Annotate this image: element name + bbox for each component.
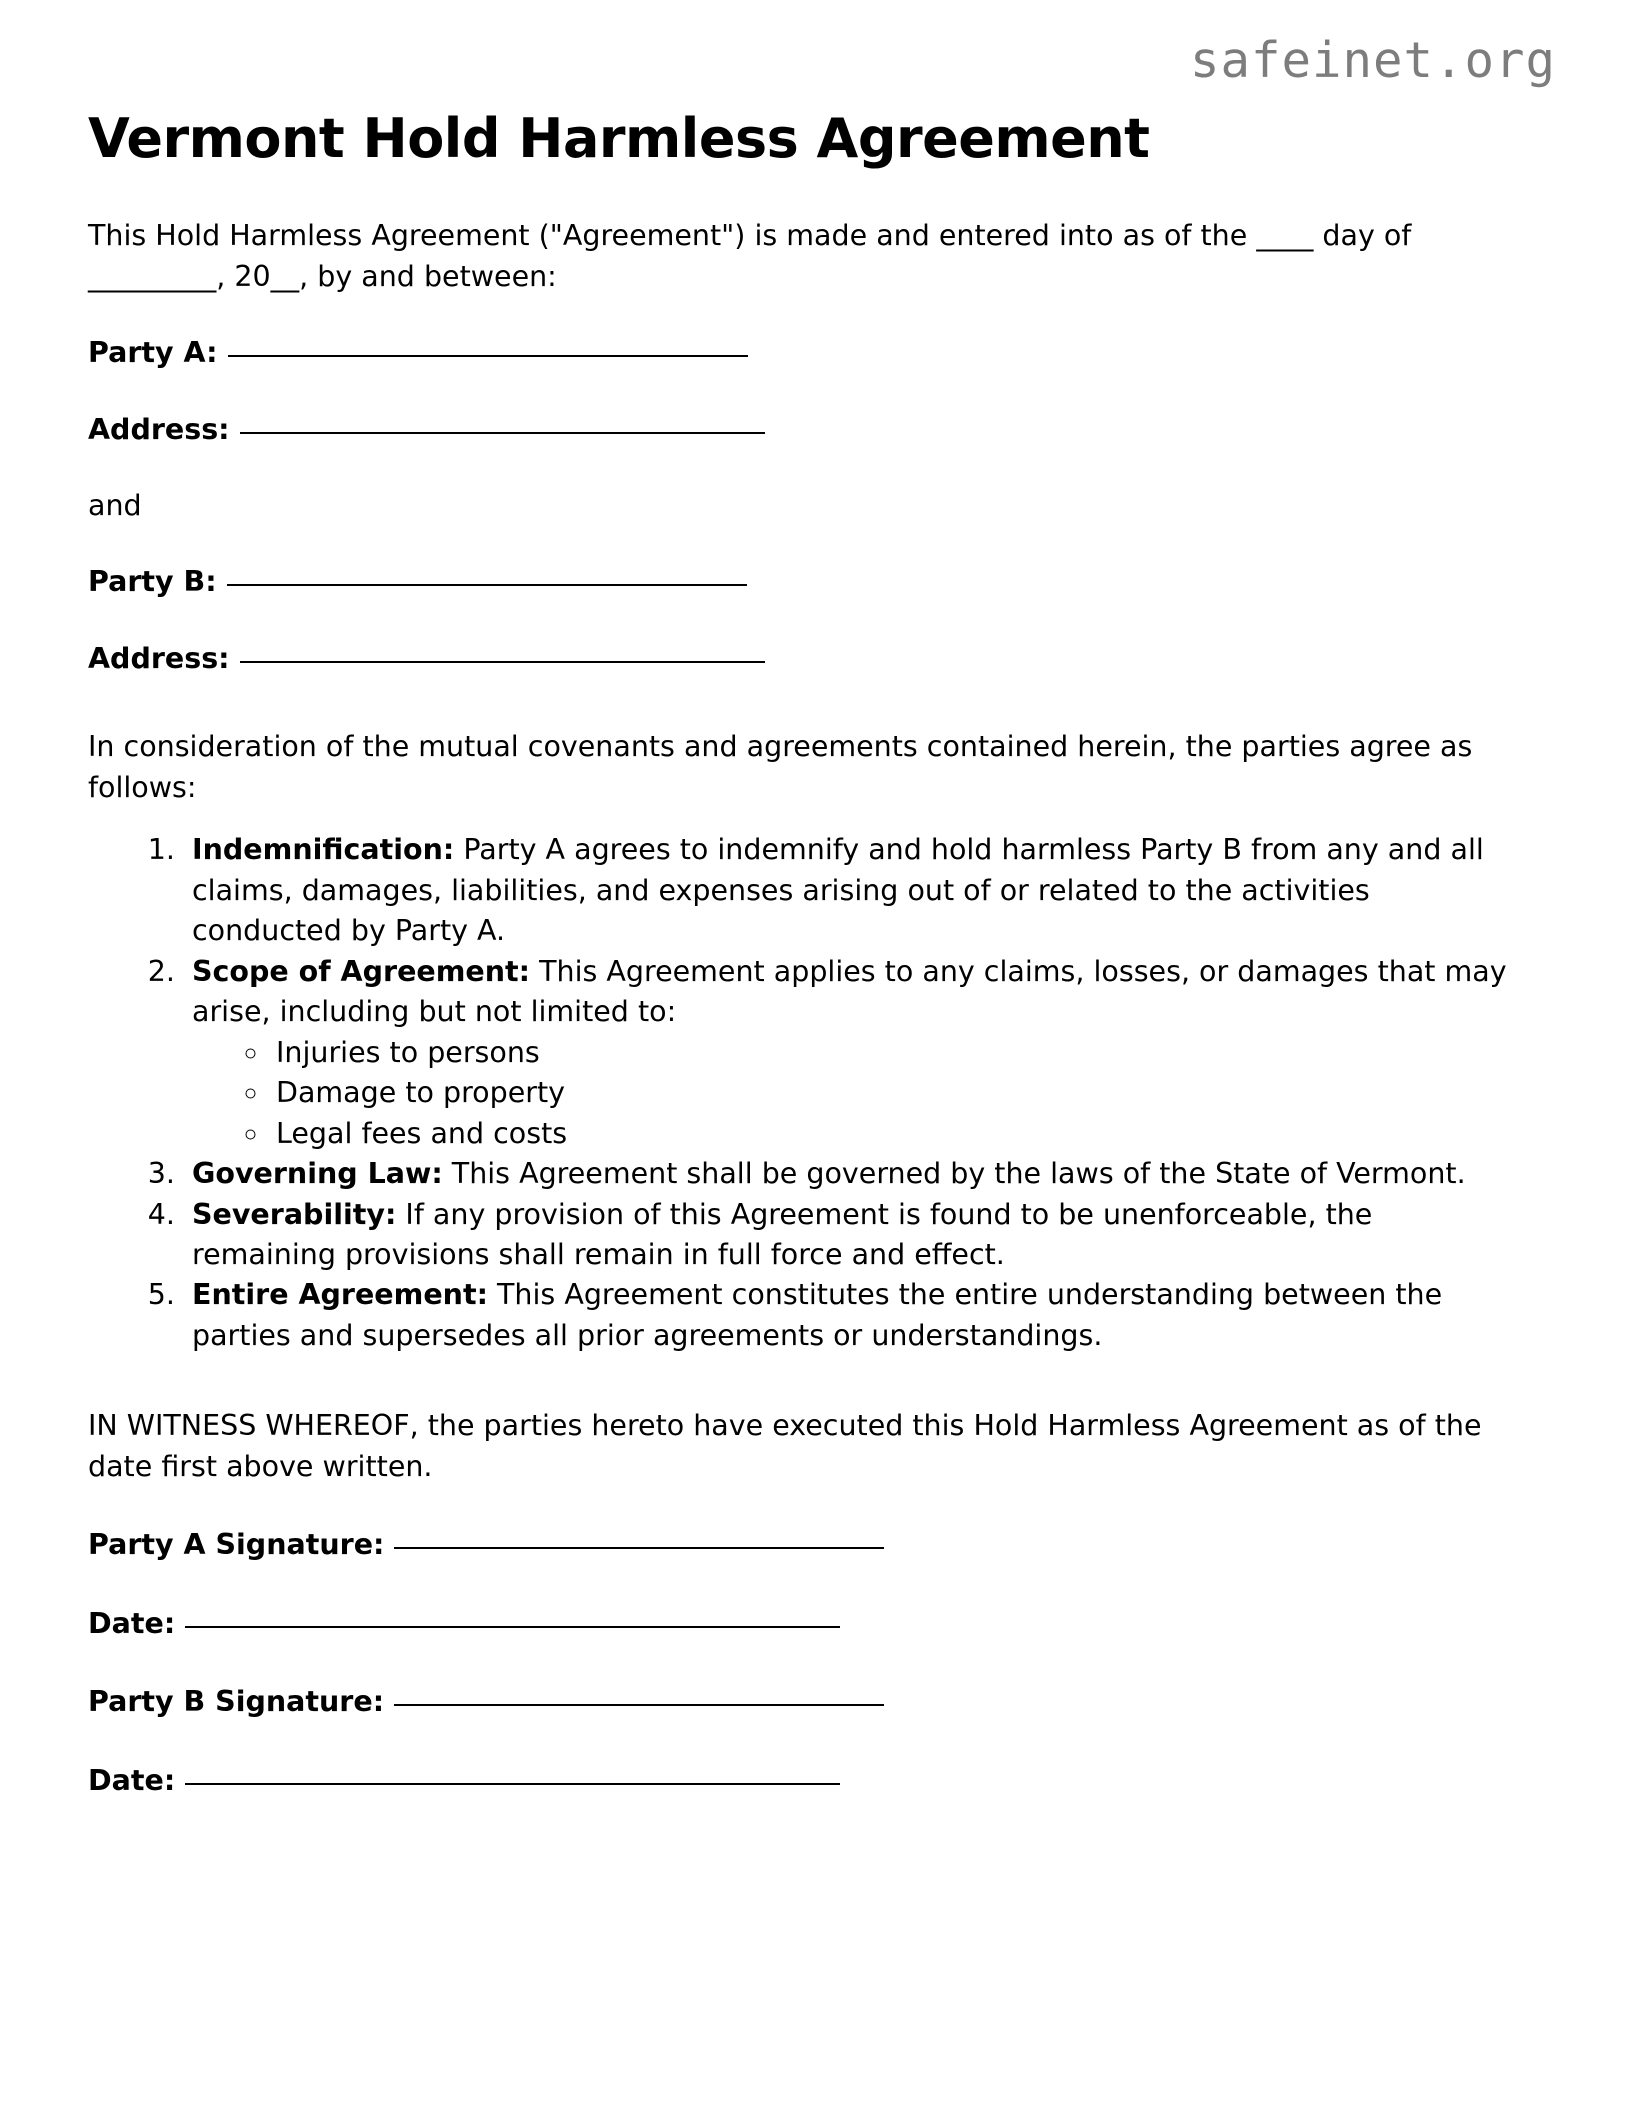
- party-b-address-row: [88, 639, 1556, 679]
- party-b-address-label: Address:: [88, 641, 230, 675]
- clause-item: [184, 1154, 1522, 1194]
- intro-paragraph: This Hold Harmless Agreement ("Agreement") is made and entered into as of the ____ day of _________, 20__, by and between:: [88, 219, 1412, 293]
- party-a-row: [88, 333, 1556, 373]
- clause-item: [184, 952, 1522, 1154]
- party-a-date-row: [88, 1604, 1556, 1644]
- party-b-address-blank-line[interactable]: [240, 661, 765, 663]
- document-content: [88, 0, 1556, 1801]
- clause-body: If any provision of this Agreement is found to be unenforceable, the remaining provisions shall remain in full force and effect.: [192, 1197, 1373, 1271]
- clause-body: This Agreement constitutes the entire understanding between the parties and supersedes all prior agreements or understandings.: [192, 1278, 1443, 1352]
- witness-paragraph: IN WITNESS WHEREOF, the parties hereto have executed this Hold Harmless Agreement as of the date first above written.: [88, 1409, 1482, 1483]
- clause-sublist: [192, 1033, 1522, 1154]
- clause-lead: Governing Law:: [192, 1157, 443, 1191]
- party-b-date-label: Date:: [88, 1763, 176, 1797]
- site-watermark: safeinet.org: [1189, 32, 1556, 89]
- party-b-signature-row: [88, 1682, 1556, 1722]
- party-a-label: Party A:: [88, 336, 218, 370]
- clause-body: This Agreement shall be governed by the laws of the State of Vermont.: [442, 1157, 1466, 1191]
- clause-item: [184, 830, 1522, 951]
- party-b-row: [88, 562, 1556, 602]
- party-b-date-row: [88, 1761, 1556, 1801]
- clause-lead: Entire Agreement:: [192, 1278, 488, 1312]
- clause-lead: Indemnification:: [192, 833, 455, 867]
- list-item: ◦ Injuries to persons: [270, 1033, 1522, 1073]
- clause-body: This Agreement applies to any claims, losses, or damages that may arise, including but not limited to:: [192, 954, 1507, 1029]
- party-a-date-blank-line[interactable]: [185, 1626, 840, 1628]
- party-a-address-label: Address:: [88, 412, 230, 446]
- party-a-blank-line[interactable]: [228, 355, 748, 357]
- clause-lead: Scope of Agreement:: [192, 954, 531, 988]
- party-a-signature-blank-line[interactable]: [394, 1547, 884, 1549]
- party-a-date-label: Date:: [88, 1606, 176, 1640]
- party-a-signature-row: [88, 1525, 1556, 1565]
- party-b-signature-label: Party B Signature:: [88, 1685, 385, 1719]
- signature-block: [88, 1525, 1556, 1801]
- page-title: Vermont Hold Harmless Agreement: [88, 107, 1150, 170]
- party-b-label: Party B:: [88, 565, 217, 599]
- list-item: ◦ Damage to property: [270, 1073, 1522, 1113]
- party-a-address-row: [88, 410, 1556, 450]
- party-a-signature-label: Party A Signature:: [88, 1528, 385, 1562]
- list-item: ◦ Legal fees and costs: [270, 1114, 1522, 1154]
- consideration-paragraph: In consideration of the mutual covenants and agreements contained herein, the parties agree as follows:: [88, 730, 1473, 804]
- party-b-signature-blank-line[interactable]: [394, 1704, 884, 1706]
- party-b-blank-line[interactable]: [227, 584, 747, 586]
- party-a-address-blank-line[interactable]: [240, 432, 765, 434]
- party-b-date-blank-line[interactable]: [185, 1783, 840, 1785]
- clause-lead: Severability:: [192, 1197, 397, 1231]
- clause-item: [184, 1195, 1522, 1276]
- clause-body: Party A agrees to indemnify and hold harmless Party B from any and all claims, damages, liabilities, and expenses arising out of or related to the activities conducted by Party A.: [192, 833, 1484, 948]
- and-connector: and: [88, 488, 142, 522]
- clause-item: [184, 1275, 1522, 1356]
- clause-list: [88, 830, 1556, 1356]
